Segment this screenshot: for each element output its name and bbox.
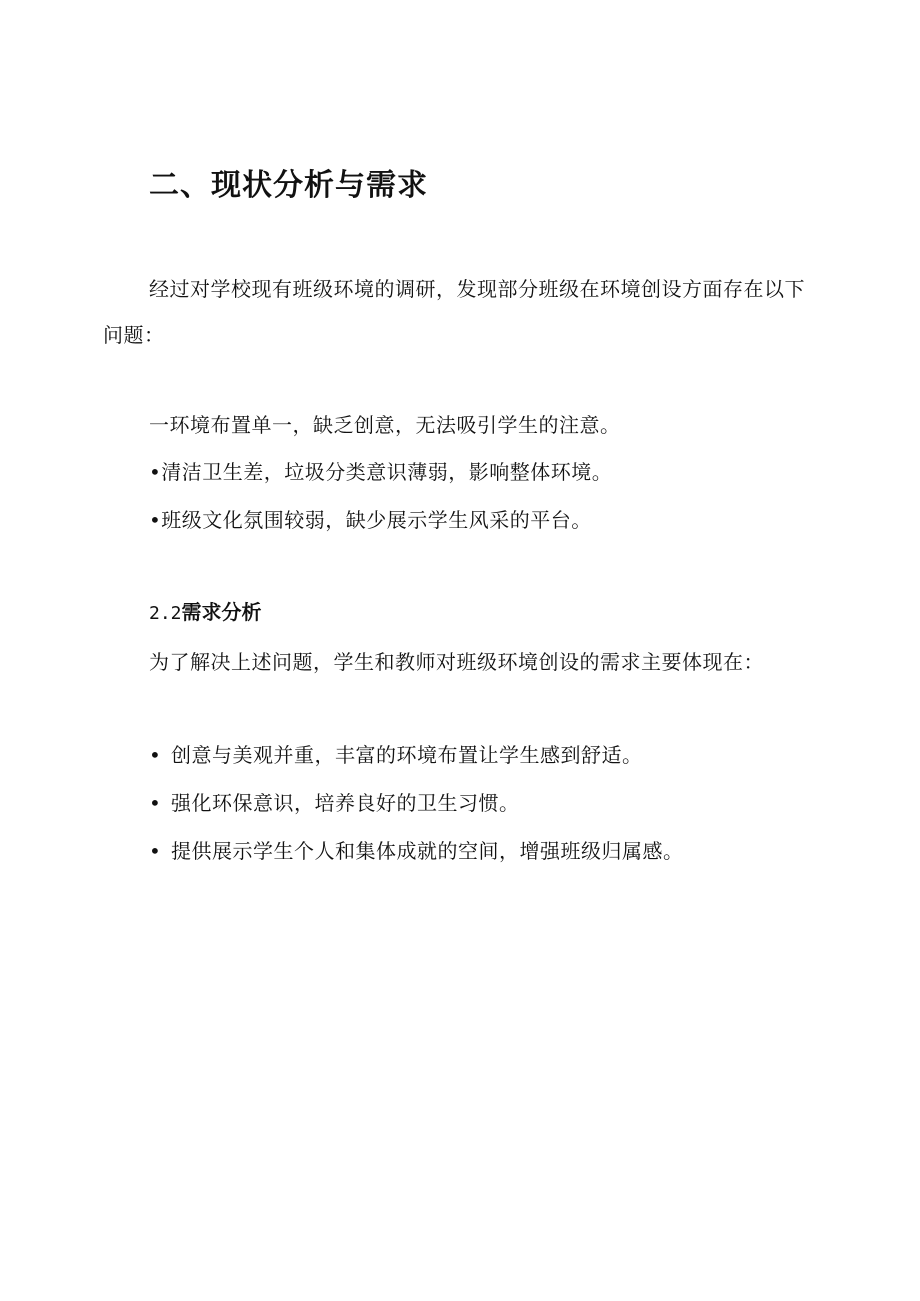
- need-item-text: 提供展示学生个人和集体成就的空间，增强班级归属感。: [171, 839, 684, 863]
- subsection-number: 2.2: [149, 603, 182, 624]
- needs-intro: 为了解决上述问题，学生和教师对班级环境创设的需求主要体现在：: [149, 650, 764, 674]
- subsection-heading: [149, 597, 262, 629]
- need-item-3: [149, 836, 684, 866]
- section-heading: 二、现状分析与需求: [149, 168, 428, 203]
- intro-paragraph: 经过对学校现有班级环境的调研，发现部分班级在环境创设方面存在以下问题：: [103, 277, 805, 347]
- need-item-2: [149, 788, 520, 818]
- bullet: •: [149, 791, 162, 815]
- bullet: •: [149, 743, 162, 767]
- problem-item-1: 一环境布置单一，缺乏创意，无法吸引学生的注意。: [149, 413, 621, 437]
- need-item-text: 强化环保意识，培养良好的卫生习惯。: [171, 791, 520, 815]
- need-item-1: [149, 740, 643, 770]
- bullet: •: [149, 839, 162, 863]
- problem-item-3: •班级文化氛围较弱，缺少展示学生风采的平台。: [149, 508, 592, 532]
- need-item-text: 创意与美观并重，丰富的环境布置让学生感到舒适。: [171, 743, 643, 767]
- problem-item-2: •清洁卫生差，垃圾分类意识薄弱，影响整体环境。: [149, 460, 613, 484]
- subsection-title: 需求分析: [181, 600, 262, 624]
